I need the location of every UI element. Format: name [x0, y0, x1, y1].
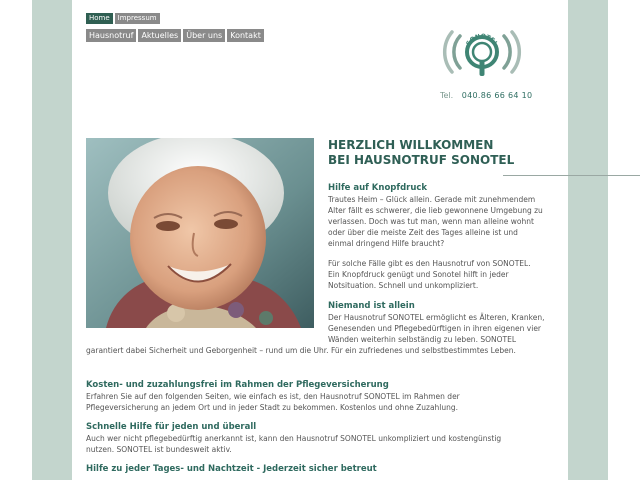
section-knopfdruck: [328, 183, 560, 249]
sonotel-logo[interactable]: [434, 22, 530, 82]
nav-kontakt-link[interactable]: Kontakt: [227, 29, 264, 42]
section-text: Auch wer nicht pflegebedürftig anerkannt ist, kann den Hausnotruf SONOTEL unkompliziert und kostengünstig nutzen. SONOTEL ist bundesweit aktiv.: [86, 434, 502, 454]
nav-aktuelles-link[interactable]: Aktuelles: [138, 29, 181, 42]
section-heading: Schnelle Hilfe für jeden und überall: [86, 422, 257, 432]
section-text: Erfahren Sie auf den folgenden Seiten, wie einfach es ist, den Hausnotruf SONOTEL im Rahmen der Pflegeversicherung an jedem Ort und in jeder Stadt zu bekommen. Kostenlos und ohne Zuzahlung.: [86, 392, 460, 412]
nav-home-link[interactable]: Home: [86, 13, 113, 24]
section-schnelle-hilfe: [86, 422, 556, 455]
phone-info: [440, 91, 532, 100]
section-heading: Hilfe auf Knopfdruck: [328, 183, 428, 193]
sonotel-signal-logo-icon: [434, 22, 530, 82]
logo-text: SONOTEL: [464, 32, 500, 48]
section-text: Trautes Heim – Glück allein. Gerade mit zunehmendem Alter fällt es schwerer, die lieb gewonnene Umgebung zu verlassen. Doch was tut man, wenn man alleine wohnt oder über die meiste Zeit des Tages alleine ist und einmal dringend Hilfe braucht?: [328, 195, 543, 248]
section-niemand-allein: [328, 301, 560, 345]
section-niemand-allein-cont: [86, 345, 556, 356]
nav-hausnotruf-link[interactable]: Hausnotruf: [86, 29, 136, 42]
main-nav: [86, 29, 264, 42]
hero-photo: [86, 138, 314, 328]
section-heading: Niemand ist allein: [328, 301, 415, 311]
phone-label: Tel.: [440, 91, 454, 100]
section-heading: Kosten- und zuzahlungsfrei im Rahmen der Pflegeversicherung: [86, 380, 389, 390]
section-solche-faelle: [328, 258, 560, 291]
welcome-line-1: HERZLICH WILLKOMMEN: [328, 138, 494, 152]
section-heading: Hilfe zu jeder Tages- und Nachtzeit - Jederzeit sicher betreut: [86, 464, 377, 474]
section-text: garantiert dabei Sicherheit und Geborgenheit – rund um die Uhr. Für ein zufriedenes und selbstbestimmtes Leben.: [86, 346, 516, 355]
nav-ueber-uns-link[interactable]: Über uns: [183, 29, 225, 42]
section-text: Der Hausnotruf SONOTEL ermöglicht es Älteren, Kranken, Genesenden und Pflegebedürftigen in ihren eigenen vier Wänden weiterhin selbständig zu leben. SONOTEL: [328, 313, 545, 344]
welcome-heading: [328, 138, 514, 168]
phone-number[interactable]: 040.86 66 64 10: [461, 91, 533, 100]
portrait-elderly-woman-photo: [86, 138, 314, 328]
section-kosten: [86, 380, 556, 413]
section-text: Für solche Fälle gibt es den Hausnotruf von SONOTEL. Ein Knopfdruck genügt und Sonotel hilft in jeder Notsituation. Schnell und unkompliziert.: [328, 259, 531, 290]
left-decor-band: [32, 0, 72, 480]
header-divider-line: [503, 175, 640, 176]
top-nav: [86, 13, 160, 24]
nav-impressum-link[interactable]: Impressum: [115, 13, 160, 24]
welcome-line-2: BEI HAUSNOTRUF SONOTEL: [328, 153, 515, 167]
section-tag-nacht: [86, 464, 556, 475]
right-decor-band: [568, 0, 608, 480]
